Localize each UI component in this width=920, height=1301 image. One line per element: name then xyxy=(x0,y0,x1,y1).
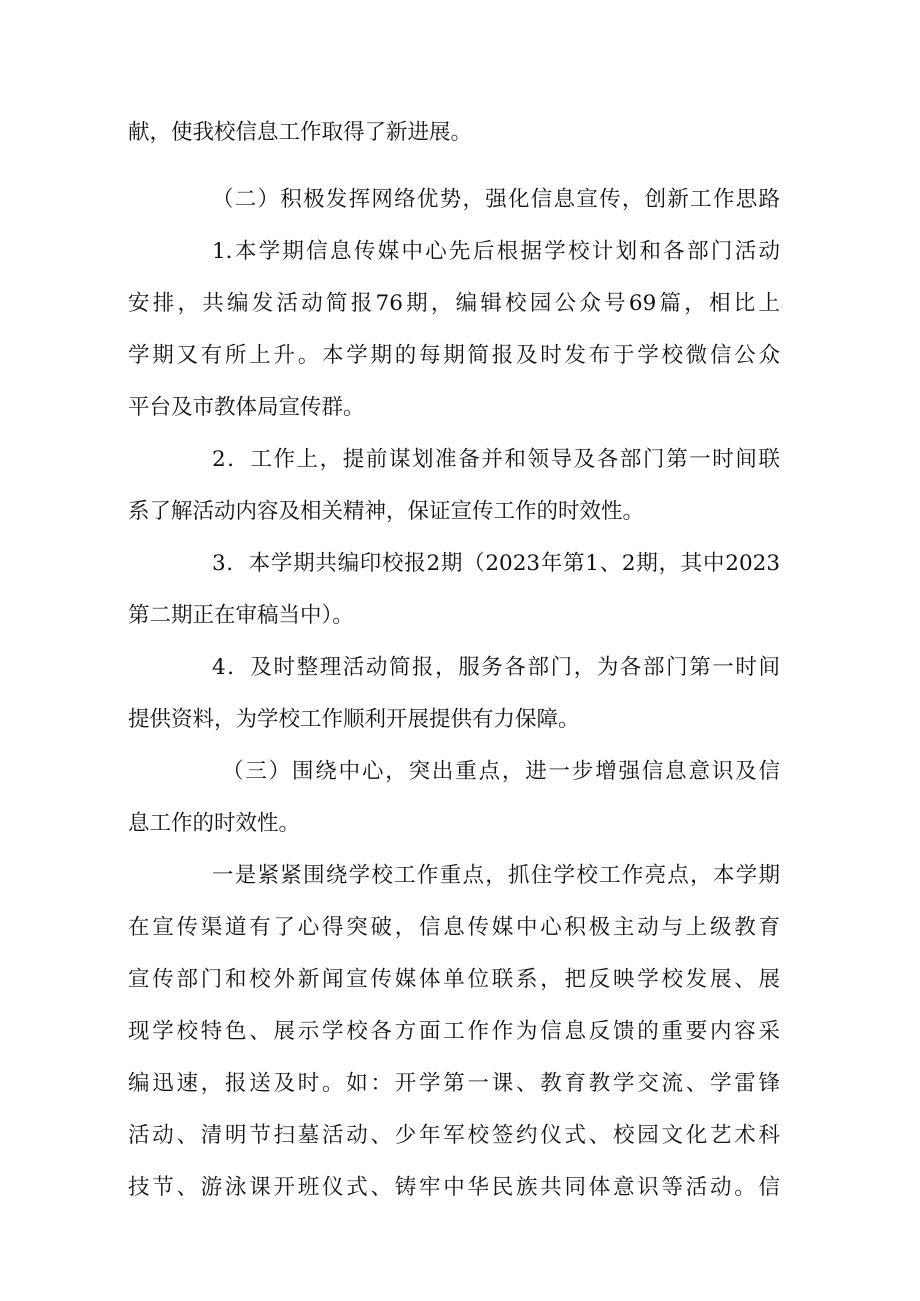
paragraph-line xyxy=(0,1116,920,1156)
paragraph-line xyxy=(0,492,920,532)
paragraph-line-text: 第二期正在审稿当中）。 xyxy=(128,603,354,628)
paragraph-line xyxy=(0,336,920,376)
section-heading-text: （三）围绕中心，突出重点，进一步增强信息意识及信 xyxy=(222,759,780,784)
paragraph-line-text: 安排，共编发活动简报76期，编辑校园公众号69篇，相比上 xyxy=(128,291,780,316)
paragraph-line-text: 2．工作上，提前谋划准备并和领导及各部门第一时间联 xyxy=(212,447,780,472)
text-line xyxy=(0,113,920,153)
paragraph-line-text: 息工作的时效性。 xyxy=(128,811,301,836)
paragraph-line xyxy=(0,1168,920,1208)
paragraph-line-text: 活动、清明节扫墓活动、少年军校签约仪式、校园文化艺术科 xyxy=(128,1123,780,1148)
paragraph-line-text: 4．及时整理活动简报，服务各部门，为各部门第一时间 xyxy=(212,655,780,680)
paragraph-line-text: 宣传部门和校外新闻宣传媒体单位联系，把反映学校发展、展 xyxy=(128,967,780,992)
paragraph-line xyxy=(0,284,920,324)
paragraph-line xyxy=(0,232,920,272)
paragraph-line-text: 系了解活动内容及相关精神，保证宣传工作的时效性。 xyxy=(128,499,645,524)
section-heading-3 xyxy=(0,752,920,792)
paragraph-line xyxy=(0,804,920,844)
paragraph-line xyxy=(0,544,920,584)
paragraph-line xyxy=(0,388,920,428)
paragraph-line xyxy=(0,908,920,948)
section-heading-2 xyxy=(0,180,920,220)
paragraph-line-text: 提供资料，为学校工作顺利开展提供有力保障。 xyxy=(128,707,580,732)
paragraph-line xyxy=(0,700,920,740)
paragraph-line-text: 技节、游泳课开班仪式、铸牢中华民族共同体意识等活动。信 xyxy=(128,1175,780,1200)
paragraph-line-text: 一是紧紧围绕学校工作重点，抓住学校工作亮点，本学期 xyxy=(212,863,780,888)
paragraph-line-text: 1.本学期信息传媒中心先后根据学校计划和各部门活动 xyxy=(212,239,780,264)
paragraph-line-text: 现学校特色、展示学校各方面工作作为信息反馈的重要内容采 xyxy=(128,1019,780,1044)
paragraph-line xyxy=(0,856,920,896)
text-line-content: 献，使我校信息工作取得了新进展。 xyxy=(128,120,473,145)
paragraph-line xyxy=(0,1064,920,1104)
paragraph-line xyxy=(0,1012,920,1052)
paragraph-line-text: 平台及市教体局宣传群。 xyxy=(128,395,365,420)
paragraph-line xyxy=(0,440,920,480)
paragraph-line-text: 3．本学期共编印校报2期（2023年第1、2期，其中2023 xyxy=(212,551,780,576)
paragraph-line xyxy=(0,648,920,688)
paragraph-line xyxy=(0,960,920,1000)
paragraph-line-text: 在宣传渠道有了心得突破，信息传媒中心积极主动与上级教育 xyxy=(128,915,780,940)
paragraph-line-text: 编迅速，报送及时。如：开学第一课、教育教学交流、学雷锋 xyxy=(128,1071,780,1096)
paragraph-line-text: 学期又有所上升。本学期的每期简报及时发布于学校微信公众 xyxy=(128,343,780,368)
paragraph-line xyxy=(0,596,920,636)
section-heading-text: （二）积极发挥网络优势，强化信息宣传，创新工作思路 xyxy=(212,187,780,212)
